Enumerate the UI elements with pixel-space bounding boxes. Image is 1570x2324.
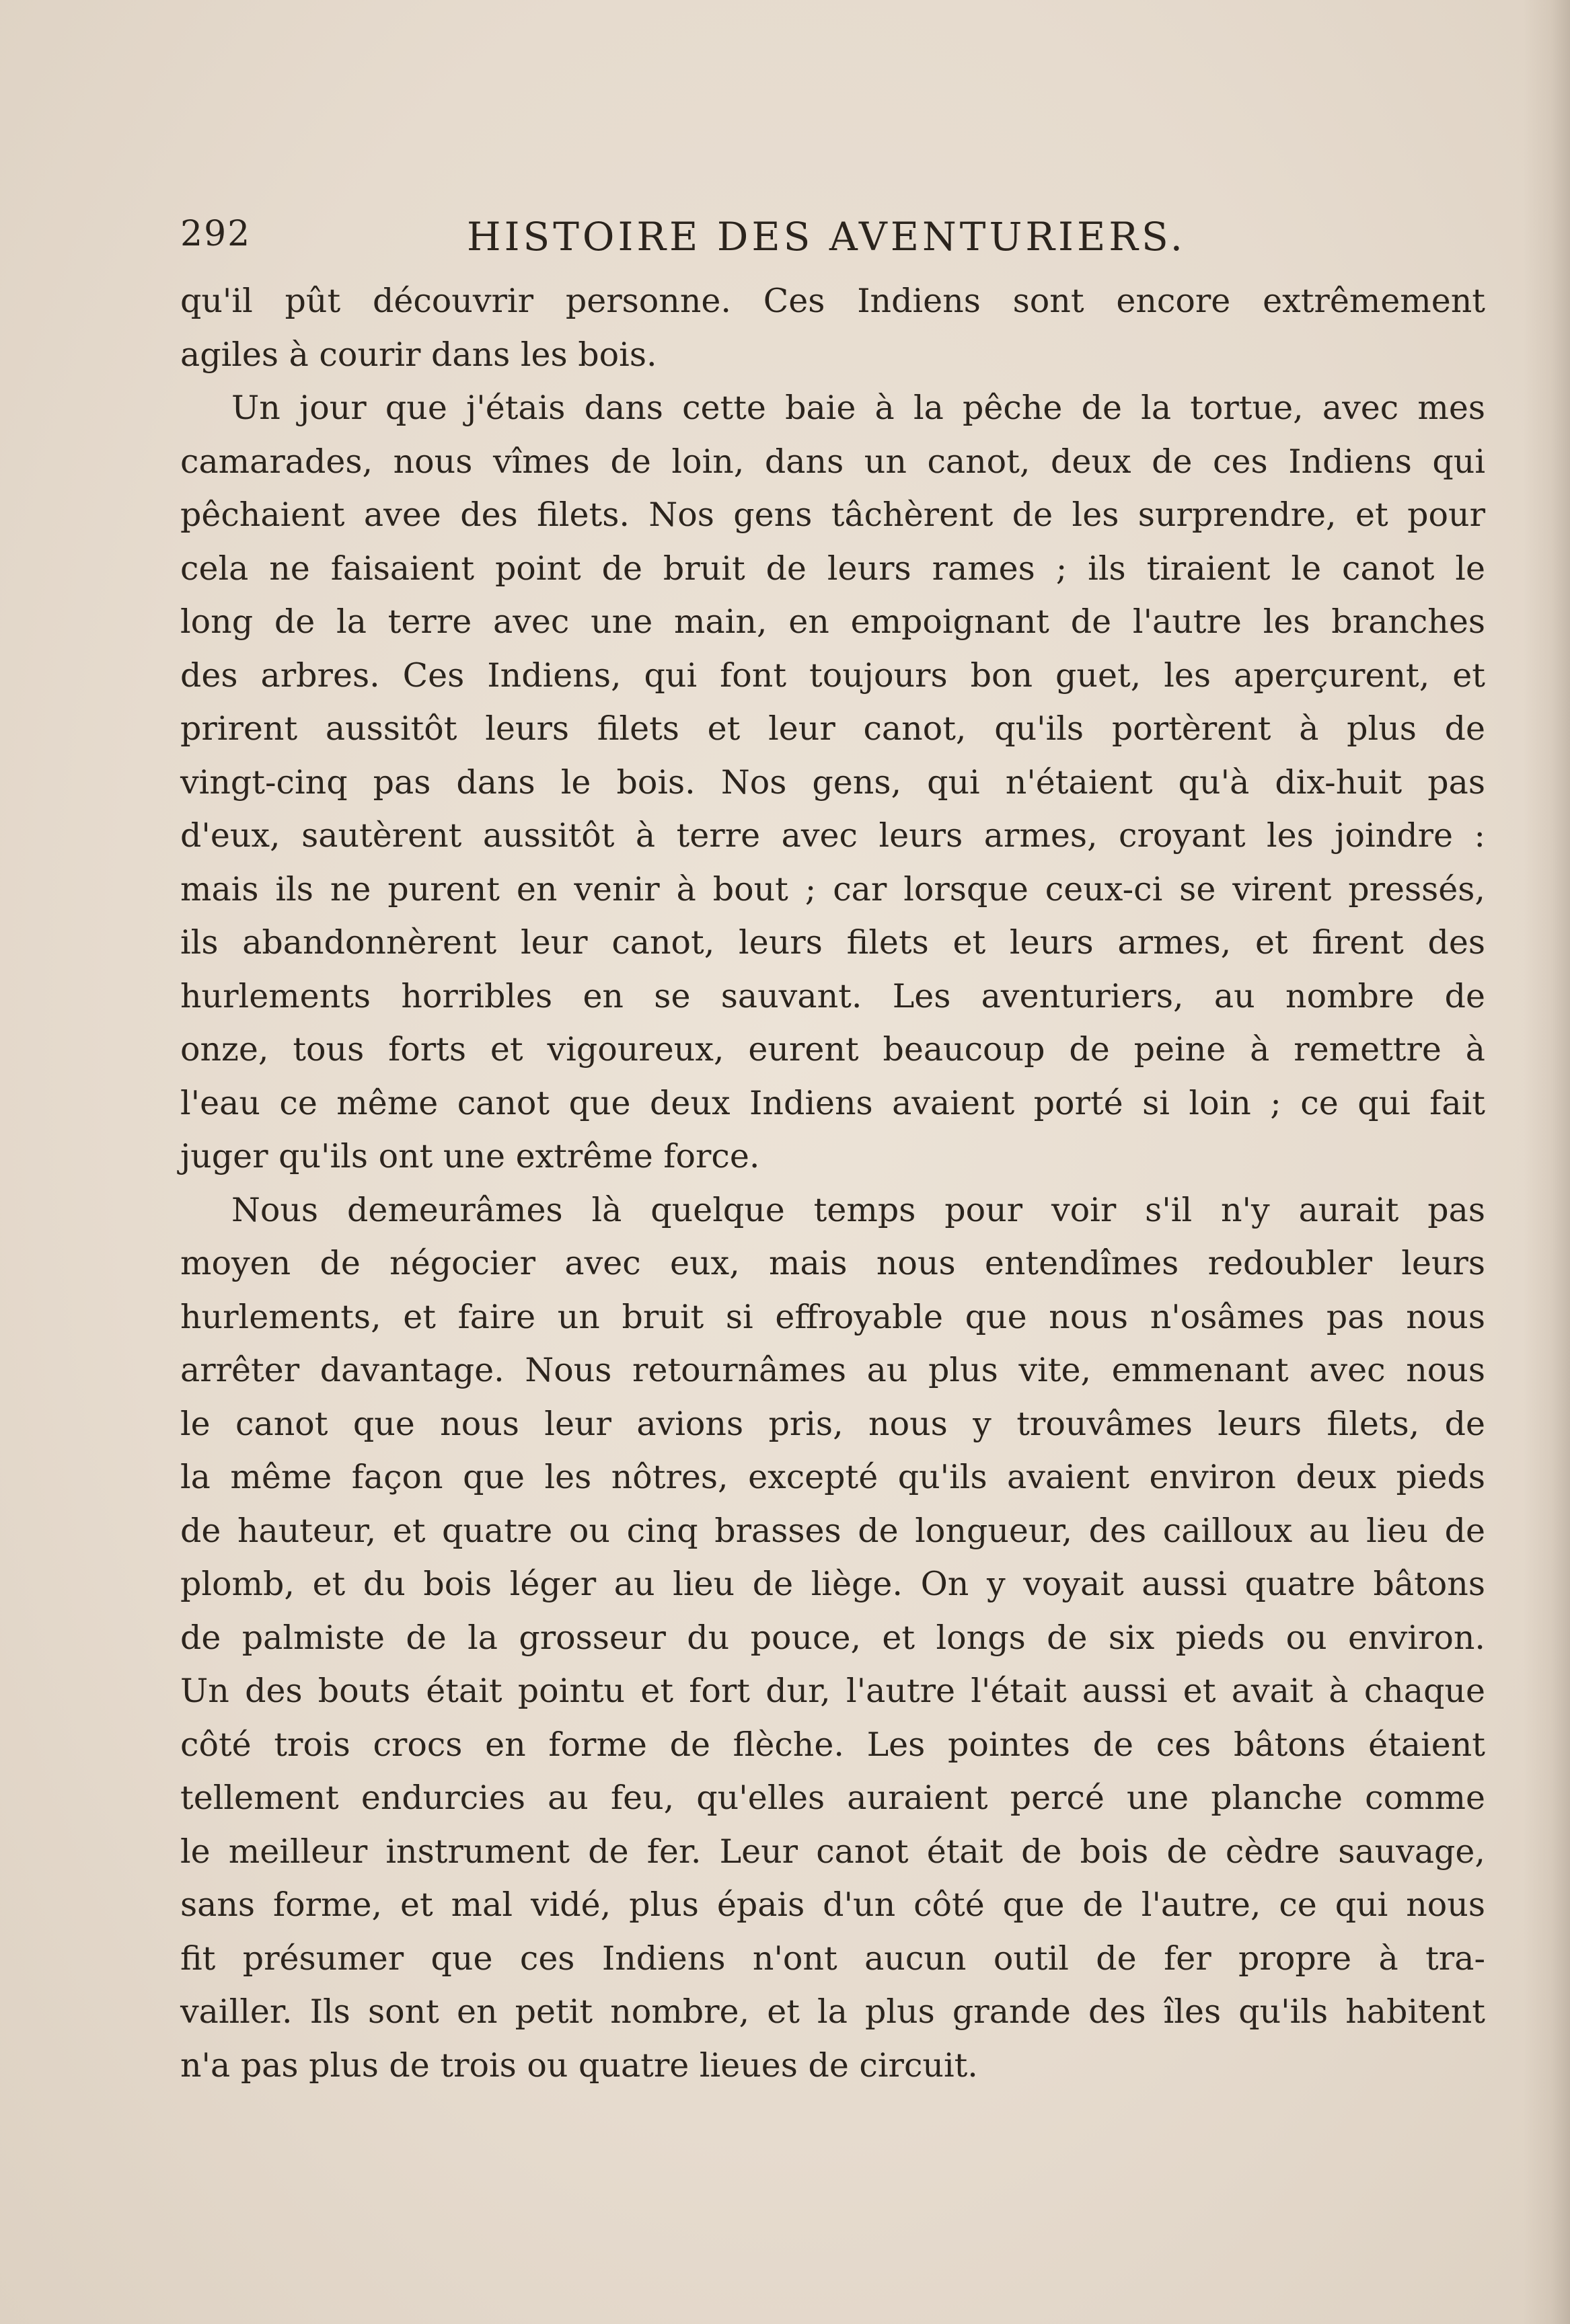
- text-line: de hauteur, et quatre ou cinq brasses de longueur, des cailloux au lieu de: [180, 1511, 1485, 1550]
- page-edge-shadow: [1523, 0, 1570, 2324]
- text-line: moyen de négocier avec eux, mais nous entendîmes redoubler leurs: [180, 1244, 1485, 1282]
- text-line: hurlements horribles en se sauvant. Les aventuriers, au nombre de: [180, 976, 1485, 1015]
- running-title: HISTOIRE DES AVENTURIERS.: [467, 214, 1187, 260]
- text-line: la même façon que les nôtres, excepté qu'ils avaient environ deux pieds: [180, 1458, 1485, 1496]
- text-line: l'eau ce même canot que deux Indiens avaient porté si loin ; ce qui fait: [180, 1083, 1485, 1122]
- text-line: côté trois crocs en forme de flèche. Les pointes de ces bâtons étaient: [180, 1725, 1485, 1764]
- page-header: [180, 214, 1203, 268]
- text-line: tellement endurcies au feu, qu'elles auraient percé une planche comme: [180, 1779, 1485, 1817]
- paragraph: [180, 274, 1485, 381]
- text-line: vailler. Ils sont en petit nombre, et la plus grande des îles qu'ils habitent: [180, 1992, 1485, 2031]
- text-line: des arbres. Ces Indiens, qui font toujours bon guet, les aperçurent, et: [180, 656, 1485, 695]
- text-line: mais ils ne purent en venir à bout ; car lorsque ceux-ci se virent pressés,: [180, 869, 1485, 908]
- text-line: juger qu'ils ont une extrême force.: [180, 1137, 760, 1175]
- text-line: onze, tous forts et vigoureux, eurent beaucoup de peine à remettre à: [180, 1030, 1485, 1069]
- text-line: agiles à courir dans les bois.: [180, 335, 657, 374]
- text-line: vingt-cinq pas dans le bois. Nos gens, qui n'étaient qu'à dix-huit pas: [180, 763, 1485, 802]
- text-line: arrêter davantage. Nous retournâmes au plus vite, emmenant avec nous: [180, 1351, 1485, 1389]
- text-line: pêchaient avee des filets. Nos gens tâchèrent de les surprendre, et pour: [180, 496, 1485, 534]
- text-line: n'a pas plus de trois ou quatre lieues de circuit.: [180, 2046, 978, 2085]
- page-number: 292: [180, 214, 252, 254]
- text-line: hurlements, et faire un bruit si effroyable que nous n'osâmes pas nous: [180, 1297, 1485, 1336]
- text-line: plomb, et du bois léger au lieu de liège. On y voyait aussi quatre bâtons: [180, 1565, 1485, 1603]
- text-line: long de la terre avec une main, en empoignant de l'autre les branches: [180, 603, 1485, 641]
- text-line: fit présumer que ces Indiens n'ont aucun outil de fer propre à tra-: [180, 1939, 1485, 1978]
- text-line: Un jour que j'étais dans cette baie à la pêche de la tortue, avec mes: [231, 389, 1485, 427]
- text-line: prirent aussitôt leurs filets et leur canot, qu'ils portèrent à plus de: [180, 709, 1485, 748]
- text-line: cela ne faisaient point de bruit de leurs rames ; ils tiraient le canot le: [180, 549, 1485, 588]
- text-line: Un des bouts était pointu et fort dur, l'autre l'était aussi et avait à chaque: [180, 1672, 1485, 1710]
- text-line: ils abandonnèrent leur canot, leurs filets et leurs armes, et firent des: [180, 923, 1485, 962]
- paragraph: [180, 1184, 1485, 2093]
- text-line: Nous demeurâmes là quelque temps pour voir s'il n'y aurait pas: [231, 1190, 1485, 1229]
- text-line: sans forme, et mal vidé, plus épais d'un côté que de l'autre, ce qui nous: [180, 1886, 1485, 1924]
- text-line: le canot que nous leur avions pris, nous y trouvâmes leurs filets, de: [180, 1404, 1485, 1443]
- text-line: camarades, nous vîmes de loin, dans un canot, deux de ces Indiens qui: [180, 442, 1485, 481]
- text-line: de palmiste de la grosseur du pouce, et longs de six pieds ou environ.: [180, 1618, 1485, 1657]
- paragraph: [180, 381, 1485, 1184]
- body-text: [180, 274, 1485, 2092]
- text-line: d'eux, sautèrent aussitôt à terre avec leurs armes, croyant les joindre :: [180, 816, 1485, 855]
- text-line: le meilleur instrument de fer. Leur canot était de bois de cèdre sauvage,: [180, 1832, 1485, 1871]
- text-line: qu'il pût découvrir personne. Ces Indiens sont encore extrêmement: [180, 282, 1485, 320]
